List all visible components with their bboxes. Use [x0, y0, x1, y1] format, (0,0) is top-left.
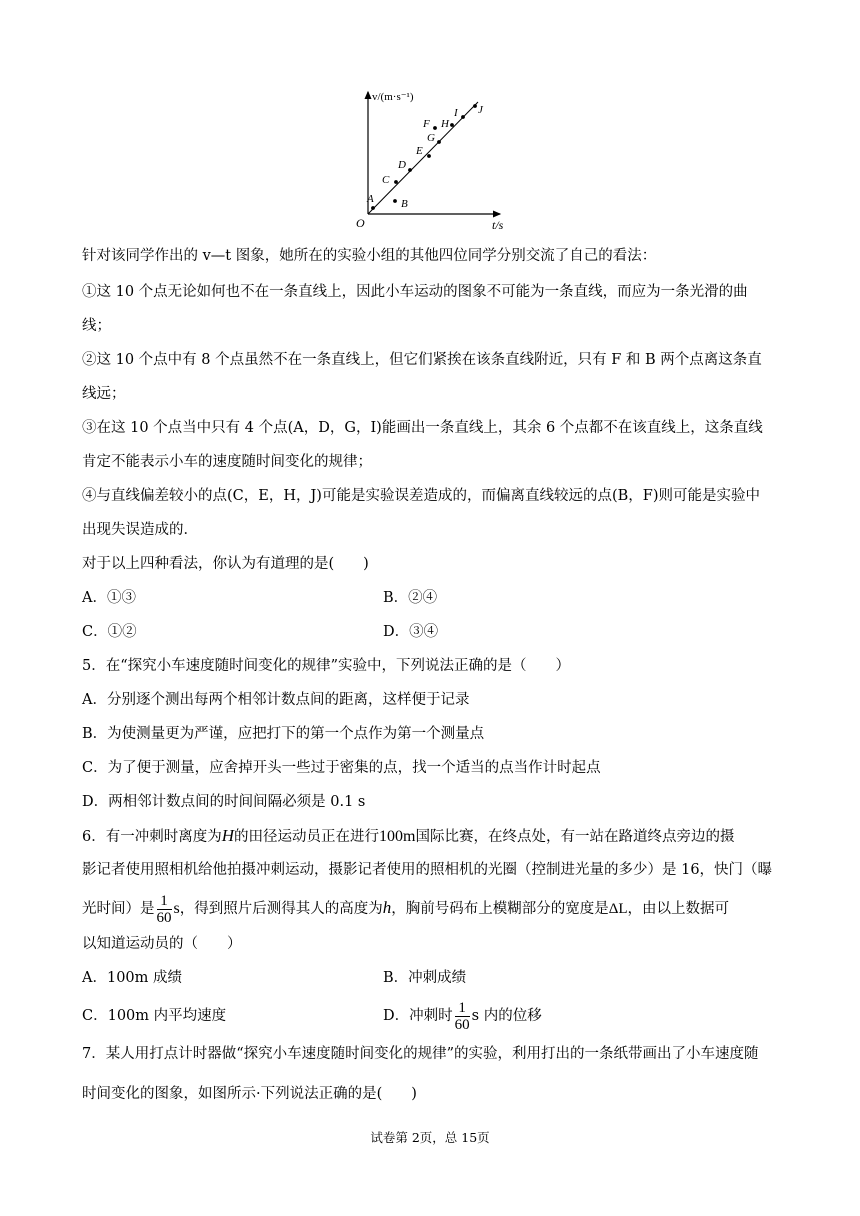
- q4-view1-line1: ①这 10 个点无论如何也不在一条直线上，因此小车运动的图象不可能为一条直线，而应为一条光滑的曲: [82, 284, 748, 300]
- q4-option-d[interactable]: D．③④: [383, 624, 439, 640]
- q4-view4-line2: 出现失误造成的．: [82, 522, 198, 538]
- q6-option-c[interactable]: C．100m 内平均速度: [82, 1008, 227, 1024]
- q7-line2: 时间变化的图象，如图所示·下列说法正确的是( ): [82, 1086, 417, 1102]
- q6-option-b[interactable]: B．冲刺成绩: [383, 970, 467, 986]
- var-H: H: [221, 826, 235, 845]
- q5-option-d[interactable]: D．两相邻计数点间的时间间隔必须是 0.1 s: [82, 794, 366, 810]
- point-g: [437, 140, 441, 144]
- q5-option-a[interactable]: A．分别逐个测出每两个相邻计数点间的距离，这样便于记录: [82, 692, 470, 708]
- q6-line2: 影记者使用照相机给他拍摄冲刺运动，摄影记者使用的照相机的光圈（控制进光量的多少）是 16，快门（曝: [82, 862, 773, 878]
- point-a: [371, 206, 375, 210]
- point-e: [427, 154, 431, 158]
- point-label-d: D: [398, 159, 406, 171]
- q4-option-a[interactable]: A．①③: [82, 590, 136, 606]
- point-h: [450, 123, 454, 127]
- q5-option-b[interactable]: B．为使测量更为严谨，应把打下的第一个点作为第一个测量点: [82, 726, 485, 742]
- point-label-a: A: [367, 193, 374, 205]
- point-label-h: H: [441, 118, 449, 130]
- point-label-c: C: [382, 174, 390, 186]
- fraction-1-60: $\frac{1}{60}$: [156, 892, 172, 926]
- point-d: [408, 168, 412, 172]
- q4-view1-line2: 线；: [82, 318, 111, 334]
- fraction-1-60-option: $\frac{1}{60}$: [454, 999, 470, 1033]
- q7-line1: 7．某人用打点计时器做“探究小车速度随时间变化的规律”的实验，利用打出的一条纸带画出了小车速度随: [82, 1046, 759, 1062]
- point-label-f: F: [423, 118, 430, 130]
- x-axis-label: t/s: [492, 218, 504, 232]
- point-label-j: J: [478, 104, 483, 116]
- q6-line1: 6．有一冲刺时离度为H的田径运动员正在进行100m国际比赛，在终点处，有一站在路道终点旁边的摄: [82, 826, 735, 845]
- point-c: [394, 180, 398, 184]
- point-label-e: E: [416, 145, 423, 157]
- q4-view2-line1: ②这 10 个点中有 8 个点虽然不在一条直线上，但它们紧挨在该条直线附近，只有 F 和 B 两个点离这条直: [82, 352, 762, 368]
- point-j: [473, 104, 477, 108]
- q6-line3: 光时间）是 $\frac{1}{60}$ s，得到照片后测得其人的高度为h，胸前号码布上模糊部分的宽度是ΔL，由以上数据可: [82, 892, 730, 926]
- q4-option-b[interactable]: B．②④: [383, 590, 438, 606]
- q4-view2-line2: 线远；: [82, 386, 126, 402]
- point-label-b: B: [401, 198, 408, 210]
- q6-line4: 以知道运动员的（ ）: [82, 936, 242, 952]
- point-f: [433, 126, 437, 130]
- y-axis-label: v/(m·s⁻¹): [372, 91, 414, 103]
- q4-intro: 针对该同学作出的 v—t 图象，她所在的实验小组的其他四位同学分别交流了自己的看法：: [82, 248, 657, 264]
- q4-option-c[interactable]: C．①②: [82, 624, 137, 640]
- q6-option-a[interactable]: A．100m 成绩: [82, 970, 183, 986]
- q4-view3-line2: 肯定不能表示小车的速度随时间变化的规律；: [82, 454, 372, 470]
- q6-option-d[interactable]: D．冲刺时 $\frac{1}{60}$ s 内的位移: [383, 999, 542, 1033]
- point-b: [393, 199, 397, 203]
- q5-stem: 5．在“探究小车速度随时间变化的规律”实验中，下列说法正确的是（ ）: [82, 658, 571, 674]
- point-label-i: I: [454, 107, 458, 119]
- q4-view4-line1: ④与直线偏差较小的点(C，E，H，J)可能是实验误差造成的，而偏离直线较远的点(B，F)则可能是实验中: [82, 488, 760, 504]
- page-footer: 试卷第 2页，总 15页: [370, 1130, 490, 1145]
- q4-ask: 对于以上四种看法，你认为有道理的是( ): [82, 556, 369, 572]
- q5-option-c[interactable]: C．为了便于测量，应舍掉开头一些过于密集的点，找一个适当的点当作计时起点: [82, 760, 601, 776]
- vt-graph: [350, 84, 520, 232]
- point-i: [461, 115, 465, 119]
- q4-view3-line1: ③在这 10 个点当中只有 4 个点(A，D，G，I)能画出一条直线上，其余 6 个点都不在该直线上，这条直线: [82, 420, 763, 436]
- point-label-g: G: [427, 132, 435, 144]
- origin-label: O: [356, 216, 365, 230]
